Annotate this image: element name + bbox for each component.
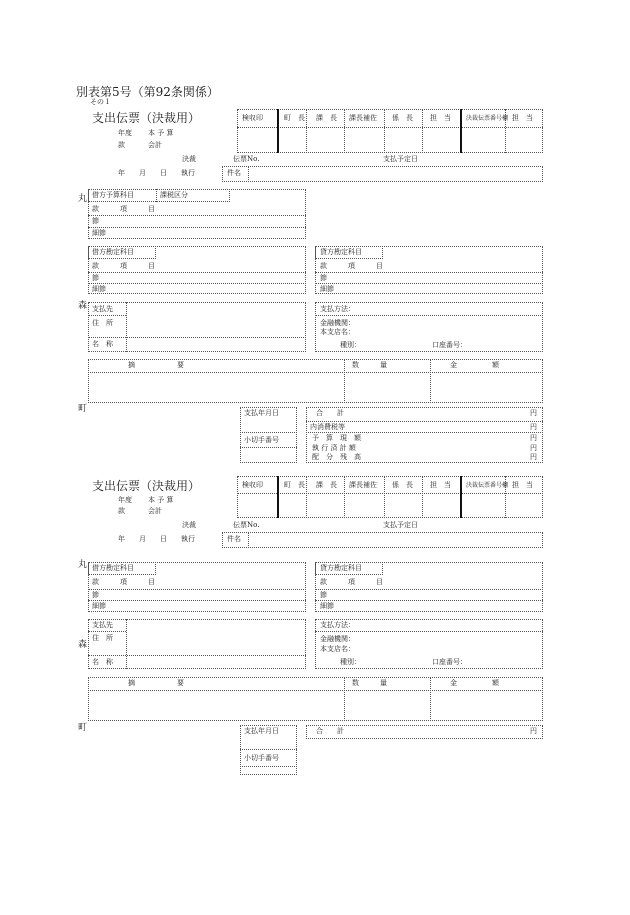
slip-pay-date-label: 支払予定日 bbox=[383, 155, 418, 163]
budget-line bbox=[88, 215, 306, 216]
approval-staff-chief-2: 係 長 bbox=[392, 481, 413, 489]
slip-section: 款 bbox=[118, 141, 125, 149]
items-sep bbox=[430, 359, 431, 403]
payment-line-2 bbox=[315, 631, 543, 632]
payment-method-2: 支払方法： bbox=[320, 621, 355, 629]
payment-line bbox=[315, 315, 543, 316]
approval-chief: 課 長 bbox=[316, 114, 337, 122]
matter-field-2[interactable] bbox=[222, 532, 543, 548]
approval-kenshu: 検収印 bbox=[242, 114, 263, 122]
payment-branch: 本支店名： bbox=[320, 328, 355, 336]
credit-line-2 bbox=[315, 589, 543, 590]
payee-name: 名 称 bbox=[92, 340, 113, 348]
debit-line bbox=[88, 283, 306, 284]
pay-date-label-2: 支払年月日 bbox=[244, 727, 279, 735]
items-qty-head: 数 量 bbox=[352, 361, 387, 369]
payee-head-2: 支払先 bbox=[92, 621, 113, 629]
slip-title: 支出伝票（決裁用） bbox=[92, 111, 201, 125]
check-no-line-2 bbox=[240, 766, 297, 767]
approval-sep bbox=[344, 109, 345, 153]
slip-section-2: 款 bbox=[118, 507, 125, 515]
budget-setsu: 節 bbox=[92, 217, 99, 225]
items-qty-head-2: 数 量 bbox=[352, 679, 387, 687]
executed-label: 執 行 済 計 額 bbox=[312, 444, 356, 452]
debit-line bbox=[88, 272, 306, 273]
debit-saisetsu: 細節 bbox=[92, 285, 106, 293]
total-label-2: 合 計 bbox=[316, 727, 344, 735]
payment-account-no: 口座番号： bbox=[432, 341, 467, 349]
matter-label-2: 件名 bbox=[227, 535, 241, 543]
budget-line bbox=[88, 227, 306, 228]
items-sep bbox=[344, 359, 345, 403]
approval-chief-2: 課 長 bbox=[316, 481, 337, 489]
approval-sep bbox=[306, 476, 307, 518]
debit-line-2 bbox=[88, 589, 306, 590]
items-sep-2 bbox=[344, 677, 345, 721]
side-label-maru: 丸 bbox=[78, 194, 88, 204]
approval-thick-line-2 bbox=[460, 109, 462, 153]
approval-thick-line bbox=[277, 109, 279, 153]
payment-account-no-2: 口座番号： bbox=[432, 658, 467, 666]
credit-saisetsu: 細節 bbox=[320, 285, 334, 293]
approval-thick-line-2 bbox=[460, 476, 462, 518]
debit-item: 款 項 目 bbox=[92, 262, 155, 270]
credit-saisetsu-2: 細節 bbox=[320, 602, 334, 610]
budget-yen: 円 bbox=[530, 434, 537, 442]
budget-item: 款 項 目 bbox=[92, 205, 155, 213]
pay-date-line bbox=[240, 432, 297, 433]
credit-setsu-2: 節 bbox=[320, 591, 327, 599]
total-label: 合 計 bbox=[316, 409, 344, 417]
payment-branch-2: 本支店名： bbox=[320, 645, 355, 653]
total-yen: 円 bbox=[530, 409, 537, 417]
slip-budget-type: 本 予 算 bbox=[148, 129, 174, 137]
approval-divider bbox=[237, 127, 543, 128]
budget-saisetsu: 細節 bbox=[92, 229, 106, 237]
payment-bank: 金融機関： bbox=[320, 319, 355, 327]
approval-sep bbox=[306, 109, 307, 153]
debit-setsu: 節 bbox=[92, 274, 99, 282]
debit-head: 借方勘定科目 bbox=[92, 248, 134, 256]
approval-deputy: 課長補佐 bbox=[349, 114, 377, 122]
credit-setsu: 節 bbox=[320, 274, 327, 282]
slip-year-2: 年度 bbox=[118, 496, 132, 504]
side-label-maru-2: 丸 bbox=[78, 560, 88, 570]
payment-bank-2: 金融機関： bbox=[320, 635, 355, 643]
check-no-line bbox=[240, 447, 297, 448]
debit-saisetsu-2: 細節 bbox=[92, 602, 106, 610]
approval-thick-line bbox=[277, 476, 279, 518]
tax-label: 内消費税等 bbox=[310, 423, 345, 431]
approval-sep bbox=[384, 109, 385, 153]
approval-kenshu-2: 検収印 bbox=[242, 481, 263, 489]
payee-box-2 bbox=[88, 619, 306, 669]
approval-sep bbox=[422, 476, 423, 518]
slip-account: 会計 bbox=[148, 141, 162, 149]
credit-line bbox=[315, 272, 543, 273]
approval-mayor-2: 町 長 bbox=[284, 481, 305, 489]
payee-line-2 bbox=[88, 631, 126, 632]
approval-mayor: 町 長 bbox=[284, 114, 305, 122]
slip-title-2: 支出伝票（決裁用） bbox=[92, 479, 201, 493]
payee-address: 住 所 bbox=[92, 319, 113, 327]
items-amount-head-2: 金 額 bbox=[450, 679, 499, 687]
payee-line bbox=[88, 337, 306, 338]
pay-date-label: 支払年月日 bbox=[244, 409, 279, 417]
budget-head-sep bbox=[156, 189, 157, 202]
approval-tanto-2a: 担 当 bbox=[430, 481, 451, 489]
approval-deputy-2: 課長補佐 bbox=[349, 481, 377, 489]
debit-head-2: 借方勘定科目 bbox=[92, 564, 134, 572]
payment-type-2: 種別： bbox=[340, 658, 361, 666]
total-yen-2: 円 bbox=[530, 727, 537, 735]
payment-type: 種別： bbox=[340, 341, 361, 349]
slip-no-label-2: 伝票No. bbox=[233, 521, 260, 529]
debit-item-2: 款 項 目 bbox=[92, 578, 155, 586]
executed-yen: 円 bbox=[530, 444, 537, 452]
approval-sep bbox=[344, 476, 345, 518]
payee-address-2: 住 所 bbox=[92, 634, 113, 642]
slip-pay-date-label-2: 支払予定日 bbox=[383, 521, 418, 529]
budget-head-2: 課税区分 bbox=[160, 191, 188, 199]
items-amount-head: 金 額 bbox=[450, 361, 499, 369]
totals-line bbox=[306, 432, 543, 433]
slip-account-2: 会計 bbox=[148, 507, 162, 515]
matter-sep-2 bbox=[248, 532, 249, 548]
items-sep-2 bbox=[430, 677, 431, 721]
slip-year: 年度 bbox=[118, 129, 132, 137]
payee-name-2: 名 称 bbox=[92, 658, 113, 666]
payee-line-2 bbox=[88, 655, 306, 656]
payment-method: 支払方法： bbox=[320, 305, 355, 313]
approval-divider-2 bbox=[237, 493, 543, 494]
payee-sep bbox=[126, 302, 127, 352]
items-desc-head-2: 摘 要 bbox=[128, 679, 184, 687]
credit-line-2 bbox=[315, 600, 543, 601]
pay-date-line-2 bbox=[240, 749, 297, 750]
credit-head: 貸方勘定科目 bbox=[320, 248, 362, 256]
slip-decided-2: 決裁 bbox=[182, 521, 196, 529]
credit-item-2: 款 項 目 bbox=[320, 578, 383, 586]
matter-label: 件名 bbox=[227, 169, 241, 177]
page-subtitle: その１ bbox=[90, 98, 111, 106]
approval-tanto-2b: 担 当 bbox=[512, 481, 533, 489]
approval-slip-no-2: 決裁伝票番号欄 bbox=[466, 482, 509, 489]
credit-item: 款 項 目 bbox=[320, 262, 383, 270]
payee-box bbox=[88, 302, 306, 352]
slip-date-line: 年 月 日 執行 bbox=[118, 169, 195, 177]
slip-budget-type-2: 本 予 算 bbox=[148, 496, 174, 504]
items-head-line-2 bbox=[88, 690, 543, 691]
approval-tanto: 担 当 bbox=[430, 114, 451, 122]
approval-sep bbox=[422, 109, 423, 153]
matter-field[interactable] bbox=[222, 166, 543, 182]
slip-decided: 決裁 bbox=[182, 155, 196, 163]
tax-yen: 円 bbox=[530, 423, 537, 431]
payee-head: 支払先 bbox=[92, 305, 113, 313]
items-desc-head: 摘 要 bbox=[128, 361, 184, 369]
approval-staff-chief: 係 長 bbox=[392, 114, 413, 122]
debit-line-2 bbox=[88, 600, 306, 601]
credit-line bbox=[315, 283, 543, 284]
debit-setsu-2: 節 bbox=[92, 591, 99, 599]
credit-head-2: 貸方勘定科目 bbox=[320, 564, 362, 572]
side-label-machi: 町 bbox=[78, 404, 88, 414]
remaining-yen: 円 bbox=[530, 453, 537, 461]
side-label-mori: 森 bbox=[78, 301, 88, 311]
items-head-line bbox=[88, 372, 543, 373]
totals-line bbox=[306, 421, 543, 422]
check-no-label-2: 小切手番号 bbox=[244, 754, 279, 762]
approval-tanto-2: 担 当 bbox=[512, 114, 533, 122]
budget-amount-label: 予 算 現 額 bbox=[312, 434, 361, 442]
budget-head-1: 借方予算科目 bbox=[92, 191, 134, 199]
remaining-label: 配 分 残 高 bbox=[312, 453, 361, 461]
approval-sep bbox=[384, 476, 385, 518]
check-no-label: 小切手番号 bbox=[244, 436, 279, 444]
side-label-machi-2: 町 bbox=[78, 723, 88, 733]
payee-line bbox=[88, 315, 126, 316]
side-label-mori-2: 森 bbox=[78, 640, 88, 650]
matter-sep bbox=[248, 166, 249, 182]
page-title: 別表第5号（第92条関係） bbox=[76, 85, 219, 99]
slip-date-line-2: 年 月 日 執行 bbox=[118, 535, 195, 543]
payee-sep-2 bbox=[126, 619, 127, 669]
approval-slip-no: 決裁伝票番号欄 bbox=[466, 115, 509, 122]
slip-no-label: 伝票No. bbox=[233, 155, 260, 163]
